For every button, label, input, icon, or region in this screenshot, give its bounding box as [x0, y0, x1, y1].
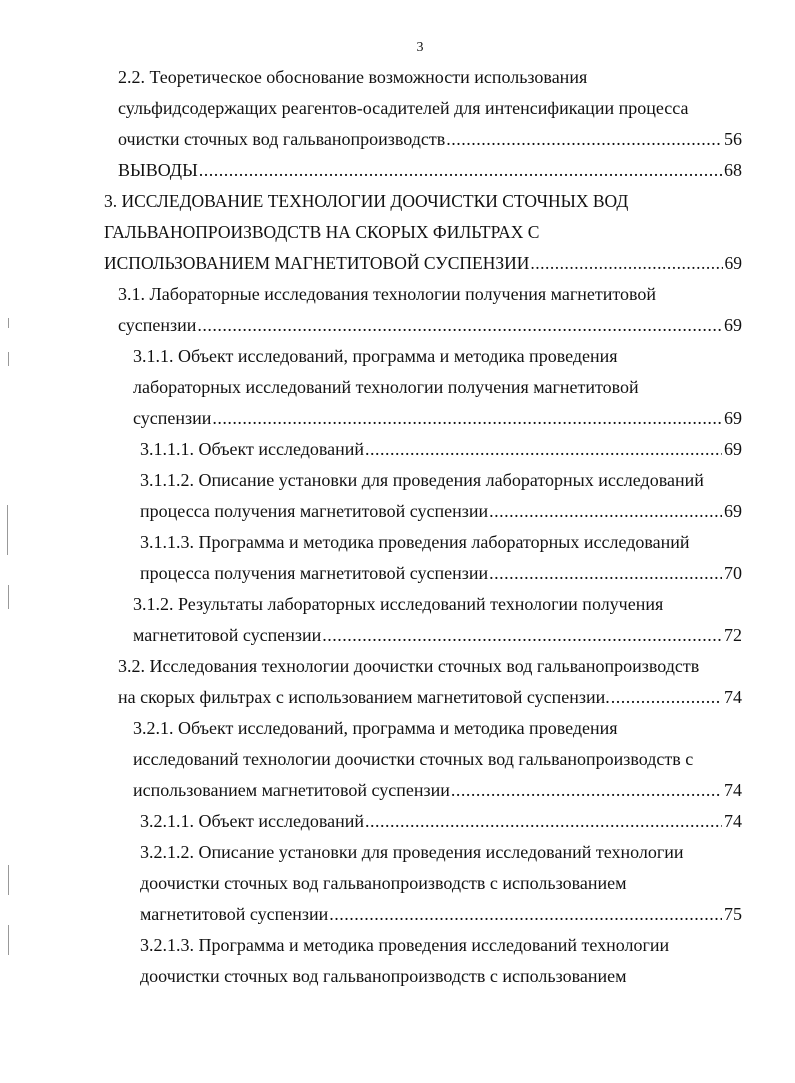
toc-entry-leader-row: [118, 124, 742, 155]
toc-entry-leader-row: [133, 620, 742, 651]
toc-entry-title: процесса получения магнетитовой суспензии: [140, 563, 489, 583]
scan-mark: [8, 352, 9, 366]
dot-leader: [329, 899, 722, 930]
toc-page-number: 70: [724, 563, 742, 583]
toc-entry: [104, 186, 742, 279]
toc-entry-title: суспензии: [133, 408, 212, 428]
toc-page-number: 74: [724, 687, 742, 707]
toc-entry: [140, 434, 742, 465]
toc-page-number: 56: [724, 129, 742, 149]
scan-mark: [8, 925, 9, 955]
dot-leader: [451, 775, 722, 806]
dot-leader: [365, 434, 722, 465]
dot-leader: [446, 124, 722, 155]
toc-entry-leader-row: [104, 248, 742, 279]
toc-entry-line: 3.1.1.2. Описание установки для проведения лабораторных исследований: [140, 470, 704, 490]
toc-entry-line: 2.2. Теоретическое обоснование возможности использования: [118, 67, 588, 87]
dot-leader: [489, 558, 722, 589]
toc-entry-line: 3. ИССЛЕДОВАНИЕ ТЕХНОЛОГИИ ДООЧИСТКИ СТОЧНЫХ ВОД: [104, 191, 629, 211]
toc-entry-title: ИСПОЛЬЗОВАНИЕМ МАГНЕТИТОВОЙ СУСПЕНЗИИ: [104, 253, 530, 273]
toc-entry-title: процесса получения магнетитовой суспензии: [140, 501, 489, 521]
toc-entry-title: 3.1.1.1. Объект исследований: [140, 439, 365, 459]
toc-entry-leader-row: [140, 496, 742, 527]
toc-page-number: 72: [724, 625, 742, 645]
toc-entry-title: очистки сточных вод гальванопроизводств: [118, 129, 446, 149]
scan-mark: [8, 318, 9, 328]
dot-leader: [365, 806, 722, 837]
toc-entry-title: магнетитовой суспензии: [133, 625, 322, 645]
toc-entry-line: ГАЛЬВАНОПРОИЗВОДСТВ НА СКОРЫХ ФИЛЬТРАХ С: [104, 222, 540, 242]
toc-page-number: 69: [724, 253, 742, 273]
toc-entry: [133, 341, 742, 434]
toc-entry: [118, 279, 742, 341]
toc-entry-line: исследований технологии доочистки сточных вод гальванопроизводств с: [133, 749, 694, 769]
toc-entry-line: 3.2.1.2. Описание установки для проведения исследований технологии: [140, 842, 684, 862]
toc-entry-line: 3.1.2. Результаты лабораторных исследований технологии получения: [133, 594, 664, 614]
toc-entry-line: доочистки сточных вод гальванопроизводств с использованием: [140, 873, 627, 893]
toc-entry: [140, 930, 742, 992]
scan-mark: [8, 865, 9, 895]
toc-entry-line: сульфидсодержащих реагентов-осадителей для интенсификации процесса: [118, 98, 689, 118]
dot-leader: [199, 155, 722, 186]
dot-leader: [212, 403, 722, 434]
toc-entry-leader-row: [140, 899, 742, 930]
scan-mark: [7, 505, 8, 555]
toc-entry-leader-row: [133, 775, 742, 806]
toc-page-number: 69: [724, 315, 742, 335]
dot-leader: [530, 248, 722, 279]
toc-entry: [118, 651, 742, 713]
toc-entry-leader-row: [133, 403, 742, 434]
toc-page-number: 69: [724, 501, 742, 521]
toc-entry-title: суспензии: [118, 315, 197, 335]
toc-page-number: 74: [724, 811, 742, 831]
toc-page-number: 68: [724, 160, 742, 180]
toc-entry-leader-row: [118, 155, 742, 186]
toc-entry-leader-row: [140, 434, 742, 465]
toc-entry: [118, 155, 742, 186]
table-of-contents: [0, 62, 795, 992]
toc-entry-line: 3.2. Исследования технологии доочистки сточных вод гальванопроизводств: [118, 656, 700, 676]
toc-entry-line: 3.1.1. Объект исследований, программа и методика проведения: [133, 346, 618, 366]
dot-leader: [489, 496, 722, 527]
toc-entry-line: 3.2.1. Объект исследований, программа и методика проведения: [133, 718, 618, 738]
toc-entry: [133, 589, 742, 651]
toc-entry-leader-row: [140, 806, 742, 837]
toc-entry: [133, 713, 742, 806]
toc-entry-line: 3.2.1.3. Программа и методика проведения исследований технологии: [140, 935, 670, 955]
toc-entry-title: 3.2.1.1. Объект исследований: [140, 811, 365, 831]
scan-mark: [8, 585, 9, 609]
toc-entry-line: 3.1. Лабораторные исследования технологии получения магнетитовой: [118, 284, 657, 304]
dot-leader: [197, 310, 722, 341]
toc-page-number: 74: [724, 780, 742, 800]
toc-entry: [140, 465, 742, 527]
toc-page-number: 69: [724, 439, 742, 459]
toc-page-number: 69: [724, 408, 742, 428]
toc-entry-leader-row: [118, 310, 742, 341]
toc-entry-line: 3.1.1.3. Программа и методика проведения лабораторных исследований: [140, 532, 690, 552]
page-number: 3: [416, 40, 424, 55]
toc-entry-title: магнетитовой суспензии: [140, 904, 329, 924]
toc-entry: [140, 806, 742, 837]
toc-entry: [140, 837, 742, 930]
toc-entry-leader-row: [140, 558, 742, 589]
toc-entry: [140, 527, 742, 589]
dot-leader: [611, 682, 722, 713]
toc-entry-title: использованием магнетитовой суспензии: [133, 780, 450, 800]
toc-entry-title: ВЫВОДЫ: [118, 160, 198, 180]
toc-page-number: 75: [724, 904, 742, 924]
dot-leader: [322, 620, 722, 651]
toc-entry-line: лабораторных исследований технологии получения магнетитовой: [133, 377, 639, 397]
toc-entry: [118, 62, 742, 155]
toc-entry-line: доочистки сточных вод гальванопроизводств с использованием: [140, 966, 627, 986]
toc-entry-leader-row: [118, 682, 742, 713]
toc-entry-title: на скорых фильтрах с использованием магнетитовой суспензии.: [118, 687, 610, 707]
